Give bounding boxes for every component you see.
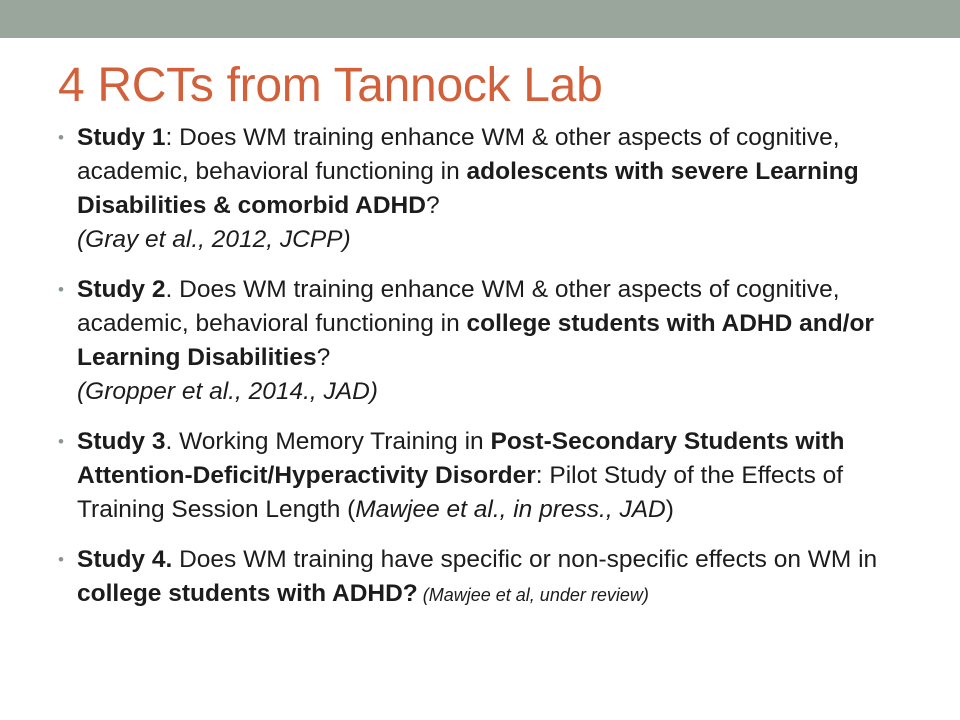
study-3-label: Study 3: [77, 428, 166, 455]
study-3-citation: Mawjee et al., in press., JAD: [355, 496, 666, 523]
study-3-title-start: Working Memory Training in: [179, 428, 491, 455]
bullet-icon: •: [58, 128, 64, 147]
study-4-population: college students with ADHD?: [77, 580, 418, 607]
study-1-item: • Study 1: Does WM training enhance WM & other aspects of cognitive, academic, behavioral functioning in adolescents with severe Learning Disabilities & comorbid ADHD? (Gray et al., 2012, JCPP): [58, 121, 928, 257]
study-2-citation: (Gropper et al., 2014., JAD): [77, 378, 378, 405]
study-4-question: Does WM training have specific or non-specific effects on WM in: [179, 546, 878, 573]
bullet-icon: •: [58, 280, 64, 299]
bullet-icon: •: [58, 550, 64, 569]
study-2-item: • Study 2. Does WM training enhance WM & other aspects of cognitive, academic, behavioral functioning in college students with ADHD and/or Learning Disabilities? (Gropper et al., 2014., JAD): [58, 273, 928, 409]
study-2-question: Does WM training enhance WM & other aspects of cognitive, academic, behavioral functioning in: [77, 276, 840, 337]
study-3-title-end: : Pilot Study of the Effects of Training Session Length (: [77, 462, 844, 523]
slide-title: 4 RCTs from Tannock Lab: [58, 59, 603, 112]
top-accent-bar: [0, 0, 960, 38]
study-1-question: Does WM training enhance WM & other aspects of cognitive, academic, behavioral functioning in: [77, 124, 840, 185]
study-1-population: adolescents with severe Learning Disabilities & comorbid ADHD: [77, 158, 859, 219]
study-2-label: Study 2: [77, 276, 166, 303]
study-4-label: Study 4.: [77, 546, 173, 573]
study-3-population: Post-Secondary Students with Attention-Deficit/Hyperactivity Disorder: [77, 428, 845, 489]
bullet-icon: •: [58, 432, 64, 451]
study-3-item: • Study 3. Working Memory Training in Post-Secondary Students with Attention-Deficit/Hyperactivity Disorder: Pilot Study of the Effects of Training Session Length (Mawjee et al., in press., JAD): [58, 425, 928, 527]
study-2-population: college students with ADHD and/or Learning Disabilities: [77, 310, 874, 371]
study-list: [58, 121, 928, 612]
study-1-label: Study 1: [77, 124, 166, 151]
study-4-item: [58, 543, 928, 612]
study-4-citation: (Mawjee et al, under review): [417, 585, 649, 605]
study-1-citation: (Gray et al., 2012, JCPP): [77, 226, 351, 253]
